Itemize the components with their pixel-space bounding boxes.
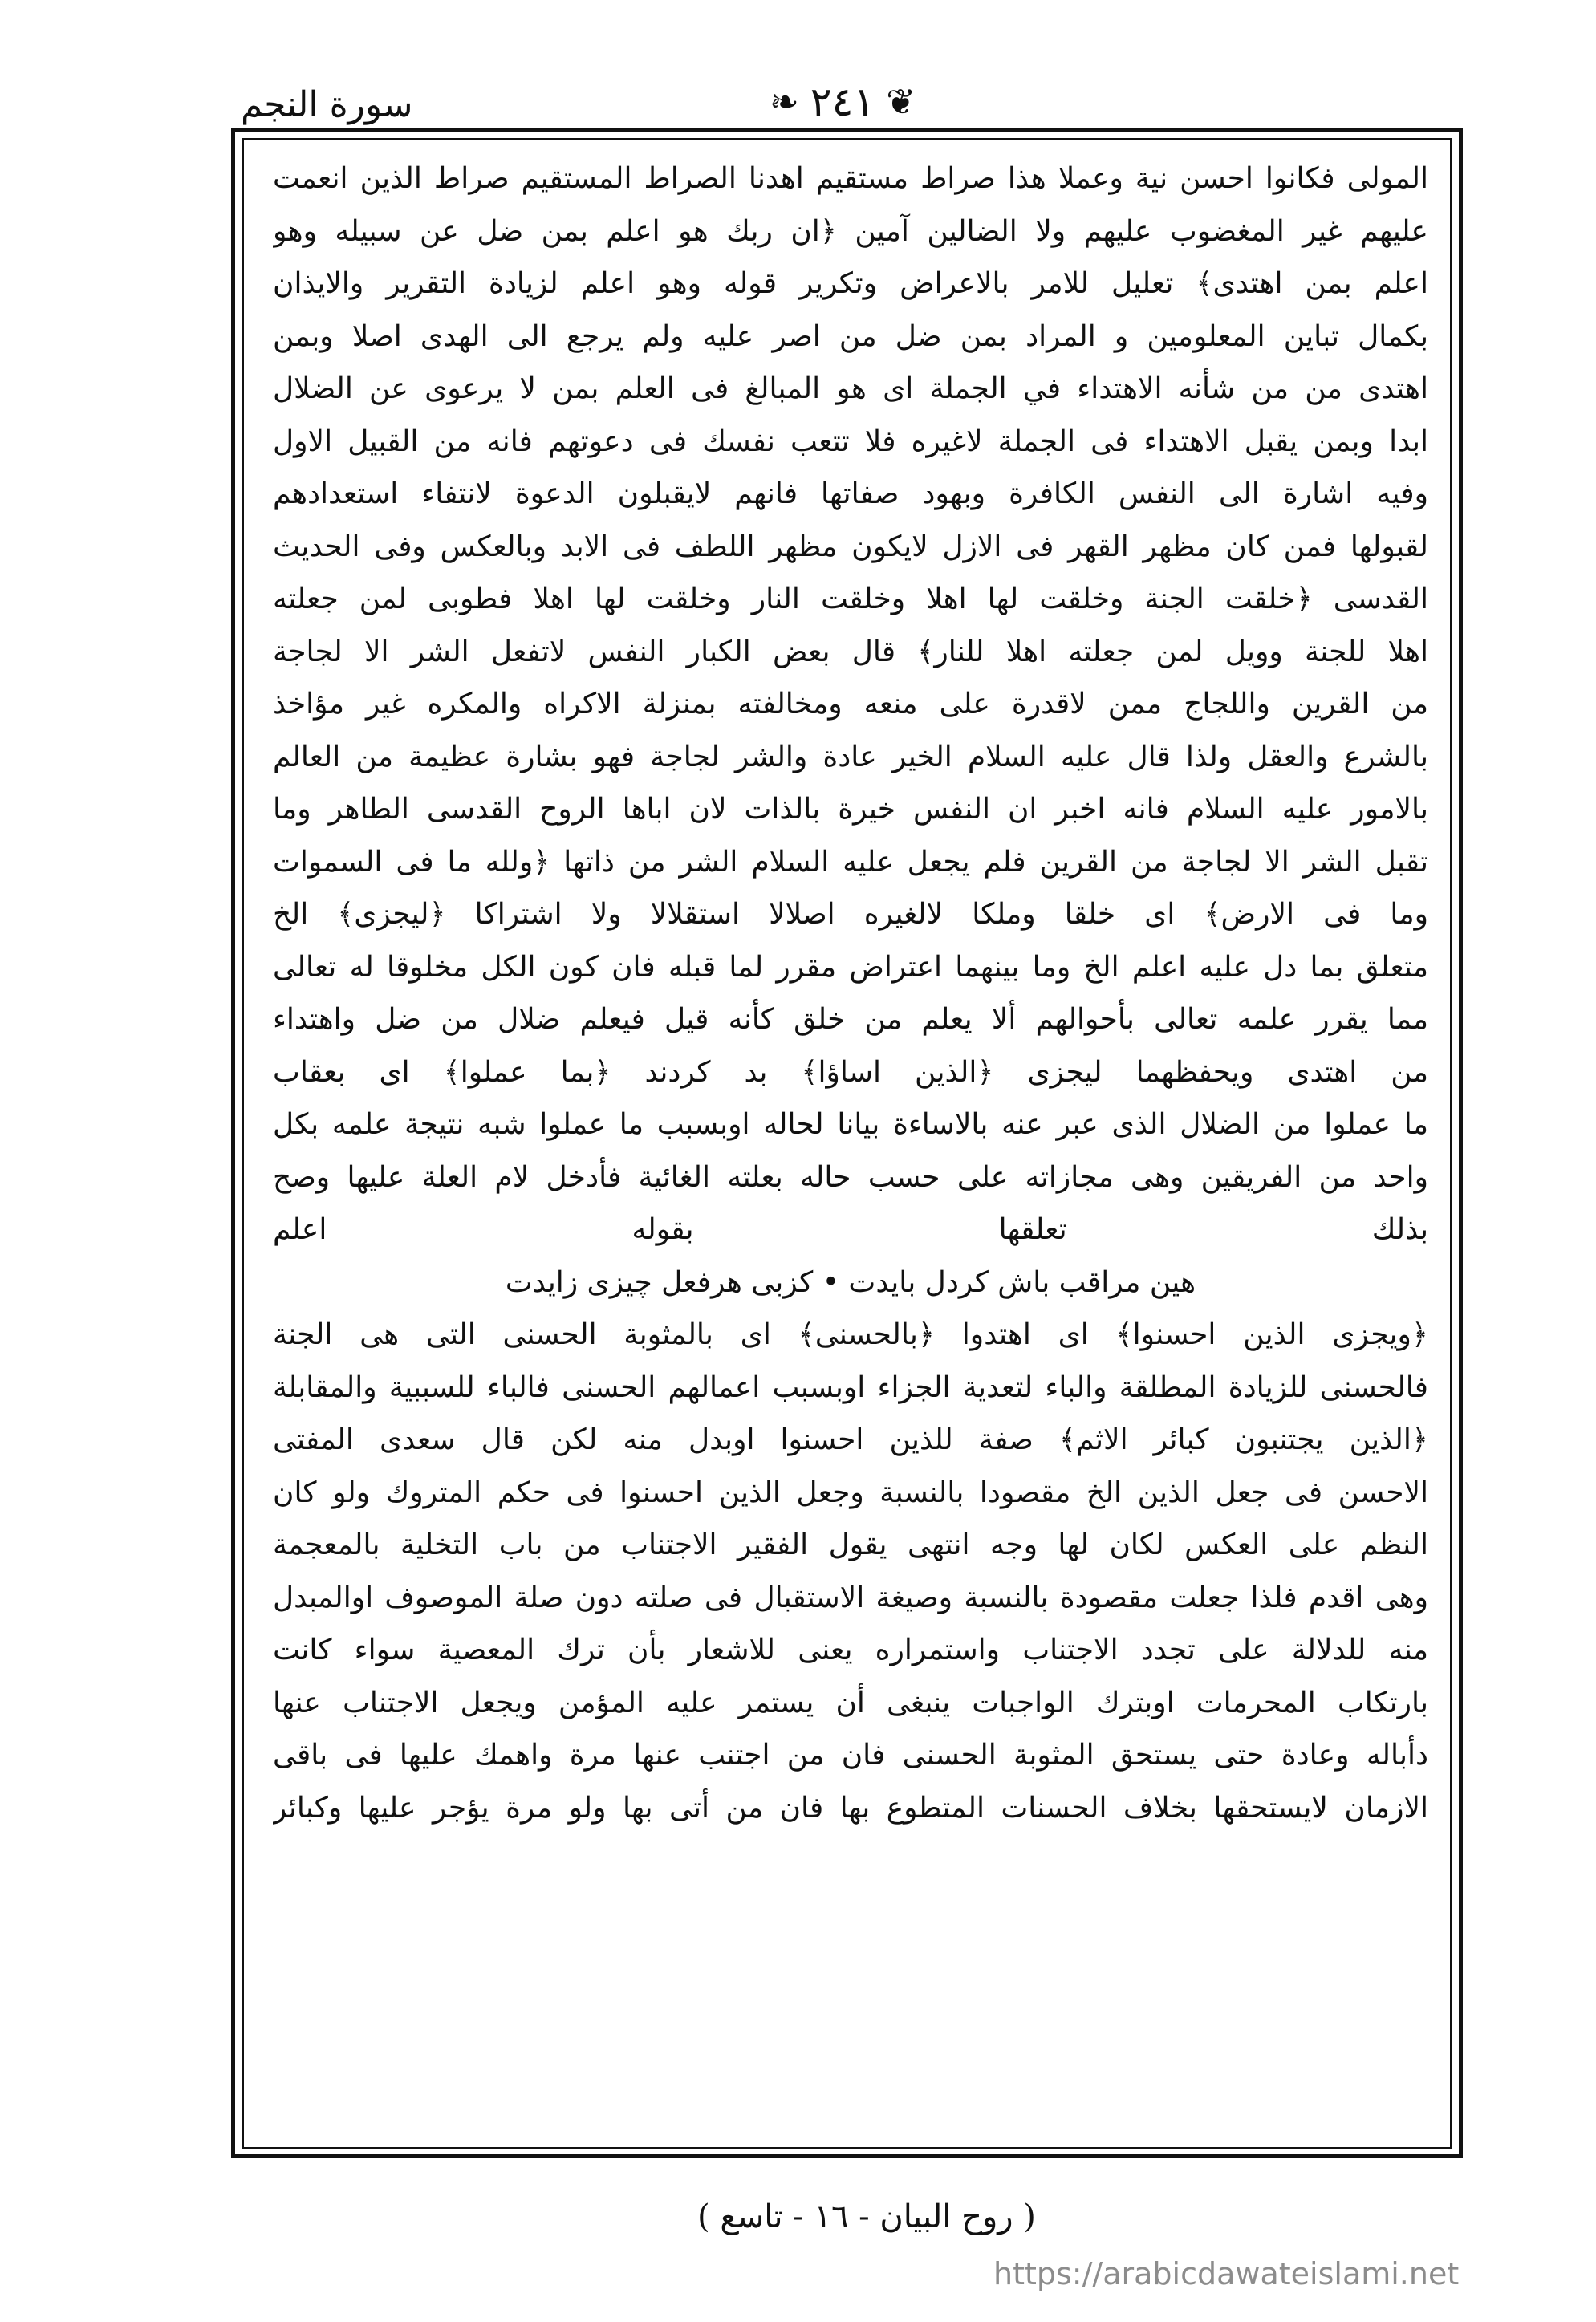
text-line: بذلك تعلقها بقوله اعلم bbox=[273, 1213, 1428, 1246]
page-number-header bbox=[722, 79, 963, 125]
text-line: اهلا للجنة وويل لمن جعلته اهلا للنار﴾ قال بعض الكبار النفس لاتفعل الشر الا لجاجة bbox=[273, 635, 1428, 668]
text-line: مما يقرر علمه تعالى بأحوالهم ألا يعلم من خلق كأنه قيل فيعلم ضلال من ضل واهتداء bbox=[273, 1003, 1428, 1036]
text-line: وما فى الارض﴾ اى خلقا وملكا لالغيره اصلالا استقلالا ولا اشتراكا ﴿ليجزى﴾ الخ bbox=[273, 898, 1428, 931]
text-line: دأباله وعادة حتى يستحق المثوبة الحسنى فان من اجتنب عنها مرة واهمك عليها فى باقى bbox=[273, 1739, 1428, 1772]
text-line: من اهتدى ويحفظهما ليجزى ﴿الذين اساؤا﴾ بد كردند ﴿بما عملوا﴾ اى بعقاب bbox=[273, 1055, 1428, 1089]
text-line: النظم على العكس لكان لها وجه انتهى يقول الفقير الاجتناب من باب التخلية بالمعجمة bbox=[273, 1528, 1428, 1561]
text-line: بكمال تباين المعلومين و المراد بمن ضل من اصر عليه ولم يرجع الى الهدى اصلا وبمن bbox=[273, 319, 1428, 353]
text-line: بارتكاب المحرمات اوبترك الواجبات ينبغى أن يستمر عليه المؤمن ويجعل الاجتناب عنها bbox=[273, 1686, 1428, 1719]
text-line: اعلم بمن اهتدى﴾ تعليل للامر بالاعراض وتكرير قوله وهو اعلم لزيادة التقرير والايذان bbox=[273, 267, 1428, 300]
text-line: الاحسن فى جعل الذين الخ مقصودا بالنسبة وجعل الذين احسنوا فى حكم المتروك ولو كان bbox=[273, 1476, 1428, 1509]
text-line: الازمان لايستحقها بخلاف الحسنات المتطوع بها فان من أتى بها ولو مرة يؤجر عليها وكبائر bbox=[273, 1791, 1428, 1825]
text-line: وهى اقدم فلذا جعلت مقصودة بالنسبة وصيغة الاستقبال فى صلته دون صلة الموصوف اوالمبدل bbox=[273, 1581, 1428, 1614]
text-line: اهتدى من من شأنه الاهتداء في الجملة اى هو المبالغ فى العلم بمن لا يرعوى عن الضلال bbox=[273, 372, 1428, 405]
text-line: وفيه اشارة الى النفس الكافرة وبهود صفاتها فانهم لايقبلون الدعوة لانتفاء استعدادهم bbox=[273, 477, 1428, 510]
page-number: ٢٤١ bbox=[810, 79, 875, 125]
text-line: القدسى ﴿خلقت الجنة وخلقت لها اهلا وخلقت النار وخلقت لها اهلا فطوبى لمن جعلته bbox=[273, 583, 1428, 615]
ornament-right-icon: ❦ bbox=[886, 81, 916, 123]
text-line: واحد من الفريقين وهى مجازاته على حسب حاله بعلته الغائية فأدخل لام العلة عليها وصح bbox=[273, 1160, 1428, 1194]
text-line: فالحسنى للزيادة المطلقة والباء لتعدية الجزاء اوبسبب اعمالهم الحسنى فالباء للسببية والمقابلة bbox=[273, 1370, 1428, 1404]
text-line: ما عملوا من الضلال الذى عبر عنه بالاساءة بيانا لحاله اوبسبب ما عملوا شبه نتيجة علمه بكل bbox=[273, 1108, 1428, 1141]
text-line: تقبل الشر الا لجاجة من القرين فلم يجعل عليه السلام الشر من ذاتها ﴿ولله ما فى السموات bbox=[273, 845, 1428, 879]
footer-reference: ( روح البيان - ١٦ - تاسع ) bbox=[697, 2198, 1036, 2235]
text-line: بالامور عليه السلام فانه اخبر ان النفس خيرة بالذات لان اباها الروح القدسى الطاهر وما bbox=[273, 793, 1428, 826]
text-line: عليهم غير المغضوب عليهم ولا الضالين آمين ﴿ان ربك هو اعلم بمن ضل عن سبيله وهو bbox=[273, 214, 1428, 248]
text-line: منه للدلالة على تجدد الاجتناب واستمراره يعنى للاشعار بأن ترك المعصية سواء كانت bbox=[273, 1634, 1428, 1666]
text-line: المولى فكانوا احسن نية وعملا هذا صراط مستقيم اهدنا الصراط المستقيم صراط الذين انعمت bbox=[273, 162, 1428, 195]
text-line: متعلق بما دل عليه اعلم الخ وما بينهما اعتراض مقرر لما قبله فان كون الكل مخلوقا له تعالى bbox=[273, 950, 1428, 984]
text-line: بالشرع والعقل ولذا قال عليه السلام الخير عادة والشر لجاجة فهو بشارة عظيمة من العالم bbox=[273, 740, 1428, 773]
verse-line: هين مراقب باش كردل بايدت • كزبى هرفعل چيزى زايدت bbox=[505, 1265, 1196, 1299]
text-body bbox=[273, 152, 1428, 1834]
text-line: ﴿الذين يجتنبون كبائر الاثم﴾ صفة للذين احسنوا اوبدل منه لكن قال سعدى المفتى bbox=[273, 1423, 1428, 1456]
text-line: ابدا وبمن يقبل الاهتداء فى الجملة لاغيره فلا تتعب نفسك فى دعوتهم فانه من القبيل الاول bbox=[273, 424, 1428, 458]
running-header-surah: سورة النجم bbox=[241, 84, 413, 125]
watermark-url: https://arabicdawateislami.net bbox=[993, 2256, 1460, 2292]
ornament-left-icon: ❧ bbox=[769, 81, 799, 123]
text-line: لقبولها فمن كان مظهر القهر فى الازل لايكون مظهر اللطف فى الابد وبالعكس وفى الحديث bbox=[273, 530, 1428, 563]
text-line: من القرين واللجاج ممن لاقدرة على منعه ومخالفته بمنزلة الاكراه والمكره غير مؤاخذ bbox=[273, 688, 1428, 721]
text-line: ﴿ويجزى الذين احسنوا﴾ اى اهتدوا ﴿بالحسنى﴾ اى بالمثوبة الحسنى التى هى الجنة bbox=[273, 1318, 1428, 1351]
